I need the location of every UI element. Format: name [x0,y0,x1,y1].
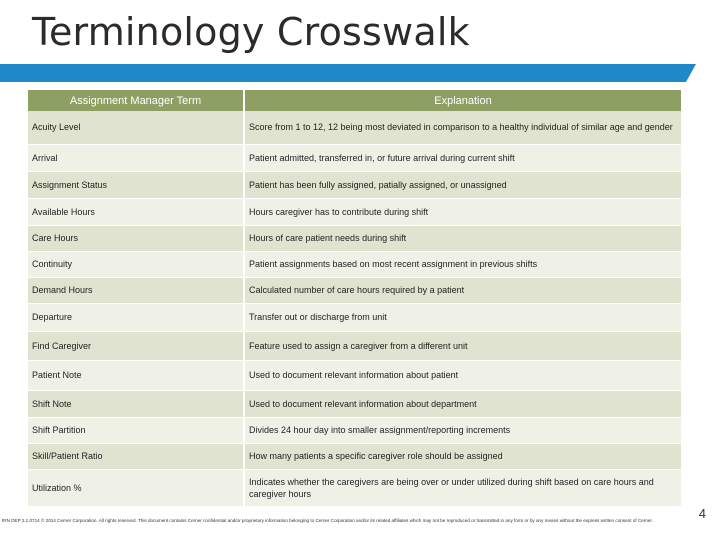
term-cell: Shift Note [28,390,244,417]
table-row [28,331,681,360]
table-row [28,198,681,225]
term-cell: Assignment Status [28,171,244,198]
title-accent-bar [0,64,686,82]
explanation-cell: Feature used to assign a caregiver from a different unit [244,331,681,360]
table-row [28,303,681,331]
explanation-cell: Patient assignments based on most recent assignment in previous shifts [244,251,681,277]
term-cell: Shift Partition [28,417,244,443]
explanation-cell: Indicates whether the caregivers are being over or under utilized during shift based on care hours and caregiver hours [244,469,681,506]
term-cell: Patient Note [28,360,244,390]
term-cell: Arrival [28,144,244,171]
table-row [28,111,681,144]
table-row [28,390,681,417]
table-row [28,251,681,277]
table-row [28,417,681,443]
explanation-cell: Hours caregiver has to contribute during shift [244,198,681,225]
table-row [28,225,681,251]
explanation-cell: Transfer out or discharge from unit [244,303,681,331]
explanation-cell: Used to document relevant information about department [244,390,681,417]
term-cell: Skill/Patient Ratio [28,443,244,469]
term-cell: Continuity [28,251,244,277]
explanation-cell: Divides 24 hour day into smaller assignment/reporting increments [244,417,681,443]
header-explanation: Explanation [244,90,681,111]
explanation-cell: Patient admitted, transferred in, or future arrival during current shift [244,144,681,171]
table-row [28,277,681,303]
table-row [28,144,681,171]
explanation-cell: Calculated number of care hours required by a patient [244,277,681,303]
terminology-table [28,90,681,507]
title-accent-bar-end [686,64,696,82]
explanation-cell: Score from 1 to 12, 12 being most deviated in comparison to a healthy individual of similar age and gender [244,111,681,144]
term-cell: Care Hours [28,225,244,251]
legal-footer: IRN DEP 2.1.0714 © 2014 Cerner Corporation. All rights reserved. This document contains Cerner confidential and/or proprietary information belonging to Cerner Corporation and/or its related affiliates which may not be reproduced or transmitted in any form or by any means without the express written consent of Cerner. [2,518,653,523]
term-cell: Find Caregiver [28,331,244,360]
table-row [28,360,681,390]
explanation-cell: How many patients a specific caregiver role should be assigned [244,443,681,469]
term-cell: Utilization % [28,469,244,506]
table-row [28,171,681,198]
table-row [28,443,681,469]
table-header-row [28,90,681,111]
term-cell: Available Hours [28,198,244,225]
term-cell: Demand Hours [28,277,244,303]
page-title: Terminology Crosswalk [32,10,470,54]
table-row [28,469,681,506]
explanation-cell: Used to document relevant information about patient [244,360,681,390]
explanation-cell: Hours of care patient needs during shift [244,225,681,251]
page-number: 4 [698,506,706,521]
explanation-cell: Patient has been fully assigned, patially assigned, or unassigned [244,171,681,198]
term-cell: Departure [28,303,244,331]
term-cell: Acuity Level [28,111,244,144]
header-term: Assignment Manager Term [28,90,244,111]
